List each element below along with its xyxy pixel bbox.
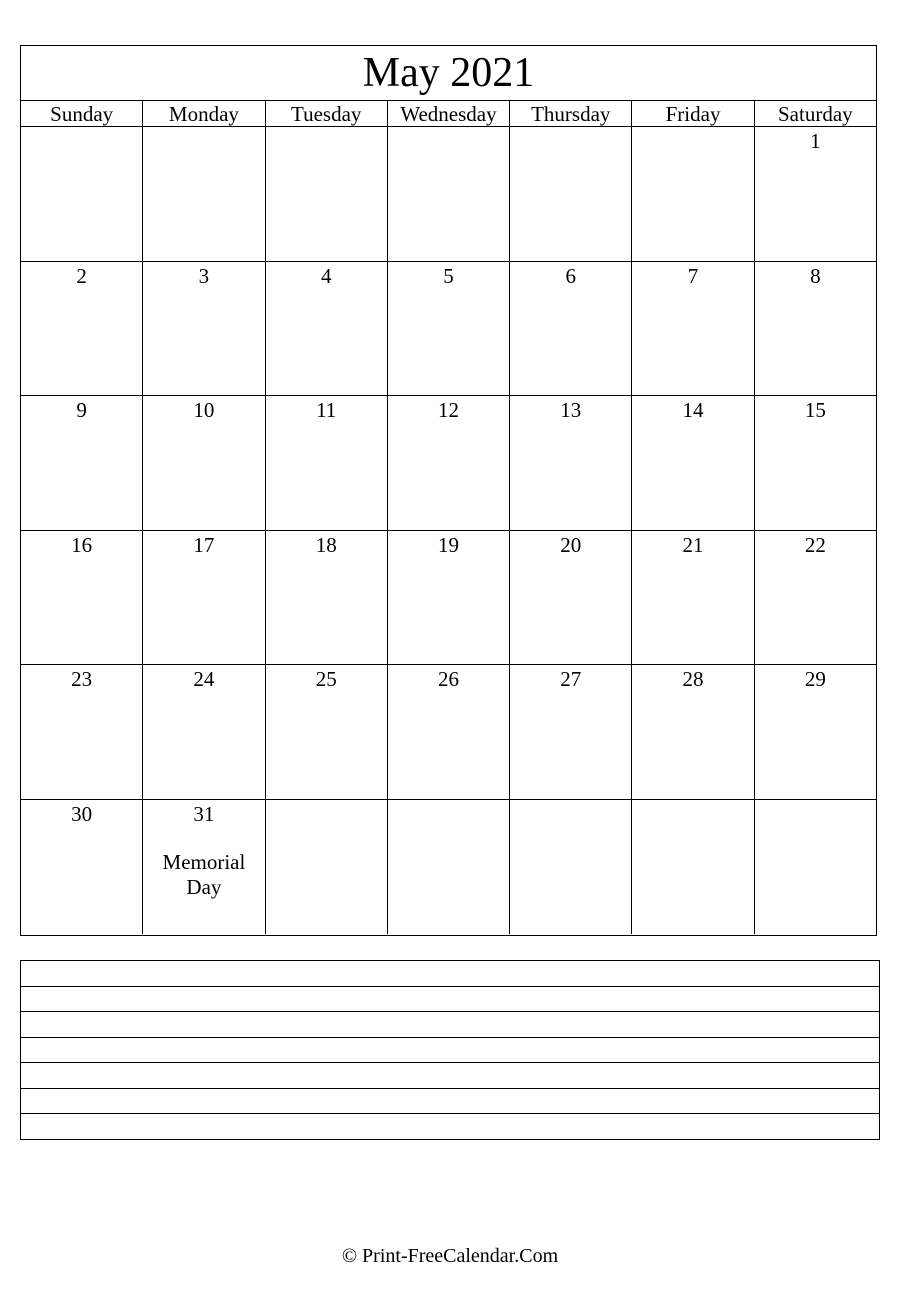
day-cell [21, 531, 143, 665]
day-number: 24 [193, 667, 215, 691]
weeks-container [21, 127, 876, 934]
day-cell [510, 800, 632, 935]
day-number [143, 127, 264, 129]
note-line [21, 1114, 879, 1140]
day-cell [755, 262, 876, 396]
day-cell [510, 127, 632, 261]
day-cell [632, 396, 754, 530]
day-number: 21 [682, 532, 704, 557]
day-cell [632, 127, 754, 261]
week-row [21, 127, 876, 262]
day-cell [510, 665, 632, 799]
day-number: 7 [687, 263, 699, 288]
day-cell [266, 665, 388, 799]
day-cell [388, 800, 510, 935]
day-number [266, 127, 387, 129]
day-cell [266, 531, 388, 665]
day-number: 23 [71, 667, 93, 691]
day-cell [143, 262, 265, 396]
week-row [21, 800, 876, 935]
day-number: 16 [71, 532, 93, 557]
day-number [266, 800, 387, 802]
day-cell [388, 396, 510, 530]
day-cell [21, 665, 143, 799]
week-row [21, 665, 876, 800]
day-number [632, 127, 753, 129]
calendar-title: May 2021 [21, 46, 876, 101]
day-number: 13 [560, 398, 582, 422]
day-cell [388, 127, 510, 261]
week-row [21, 531, 876, 666]
day-cell [388, 531, 510, 665]
weekday-thursday: Thursday [510, 101, 632, 126]
day-cell [266, 262, 388, 396]
weekday-tuesday: Tuesday [266, 101, 388, 126]
week-row [21, 262, 876, 397]
day-number: 9 [76, 398, 87, 422]
note-line [21, 961, 879, 987]
copyright-footer: © Print-FreeCalendar.Com [341, 1245, 559, 1267]
day-cell [21, 396, 143, 530]
note-line [21, 1012, 879, 1038]
day-cell [510, 262, 632, 396]
day-cell [143, 127, 265, 261]
day-cell [755, 127, 876, 261]
day-cell [143, 800, 265, 935]
day-cell [632, 531, 754, 665]
day-number: 12 [437, 398, 459, 422]
day-cell [388, 262, 510, 396]
note-line [21, 1038, 879, 1064]
day-number: 11 [316, 398, 337, 422]
note-line [21, 1063, 879, 1089]
day-cell [632, 800, 754, 935]
day-number: 31 [193, 801, 215, 826]
day-event: Memorial Day [162, 849, 246, 899]
day-cell [755, 800, 876, 935]
day-number: 3 [198, 263, 210, 288]
day-number: 25 [315, 667, 337, 691]
day-cell [266, 396, 388, 530]
day-cell [143, 531, 265, 665]
day-cell [632, 262, 754, 396]
weekday-monday: Monday [143, 101, 265, 126]
day-cell [632, 665, 754, 799]
day-number: 6 [565, 263, 577, 288]
weekday-sunday: Sunday [21, 101, 143, 126]
day-cell [143, 396, 265, 530]
day-cell [21, 800, 143, 935]
day-number: 15 [804, 398, 826, 422]
day-number [510, 127, 631, 129]
day-number: 8 [810, 263, 821, 288]
week-row [21, 396, 876, 531]
calendar-grid [20, 45, 877, 936]
day-number [388, 800, 509, 802]
day-cell [388, 665, 510, 799]
note-line [21, 1089, 879, 1115]
day-number [388, 127, 509, 129]
day-number: 2 [76, 263, 87, 288]
day-number: 17 [193, 532, 215, 557]
day-cell [510, 396, 632, 530]
day-number [21, 127, 142, 129]
day-cell [510, 531, 632, 665]
day-number: 28 [682, 667, 704, 691]
day-cell [755, 665, 876, 799]
day-number: 30 [71, 801, 93, 826]
day-number: 5 [443, 263, 454, 288]
day-number: 22 [804, 532, 826, 557]
day-number: 1 [810, 129, 821, 153]
day-cell [143, 665, 265, 799]
weekday-header-row [21, 101, 876, 127]
day-cell [755, 531, 876, 665]
note-line [21, 987, 879, 1013]
day-number: 10 [193, 398, 215, 422]
day-number: 4 [320, 263, 332, 288]
day-cell [755, 396, 876, 530]
day-number: 19 [437, 532, 459, 557]
notes-area [20, 960, 880, 1140]
day-number: 18 [315, 532, 337, 557]
weekday-saturday: Saturday [778, 102, 853, 126]
day-number [510, 800, 631, 802]
day-number [632, 800, 753, 802]
weekday-friday: Friday [632, 101, 754, 126]
day-number: 27 [560, 667, 582, 691]
day-number: 20 [560, 532, 582, 557]
weekday-wednesday: Wednesday [388, 101, 510, 126]
day-number [755, 800, 876, 802]
day-cell [21, 262, 143, 396]
day-cell [266, 800, 388, 935]
day-cell [266, 127, 388, 261]
day-cell [21, 127, 143, 261]
day-number: 26 [437, 667, 459, 691]
day-number: 14 [682, 398, 704, 422]
day-number: 29 [804, 667, 826, 691]
